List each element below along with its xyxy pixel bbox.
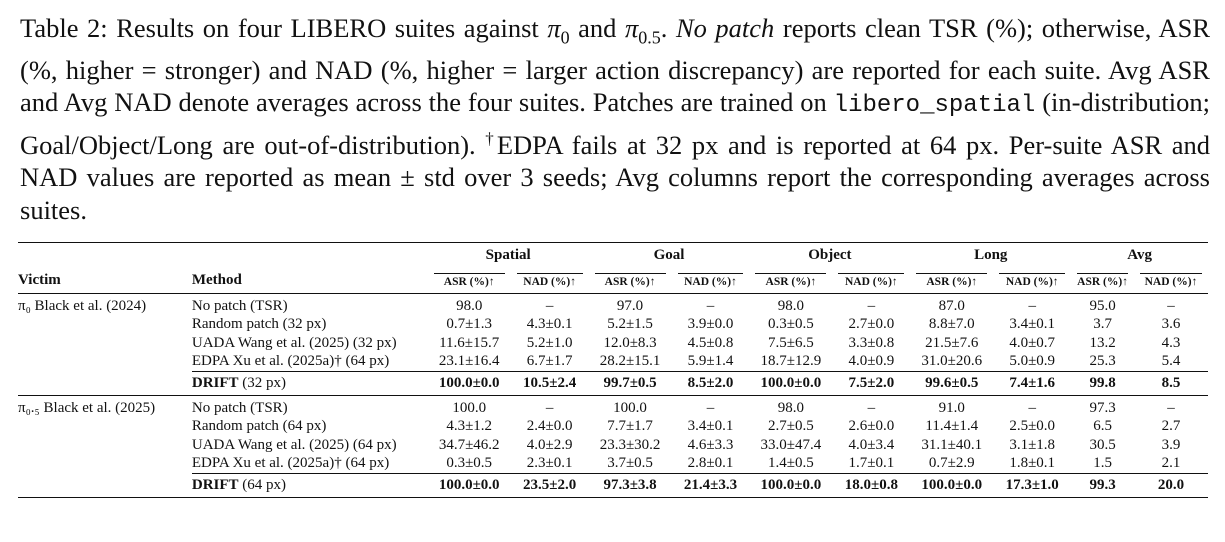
value-cell: 3.7	[1093, 316, 1112, 333]
value-cell: 0.7±1.3	[446, 316, 493, 333]
group-header-avg: Avg	[1127, 246, 1152, 263]
value-cell: 99.3	[1071, 474, 1134, 498]
value-cell: 23.5±2.0	[511, 474, 589, 498]
method-cell: EDPA Xu et al. (2025a)† (64 px)	[191, 455, 390, 472]
value-cell: 87.0	[938, 297, 965, 314]
nad-header: NAD (%)↑	[838, 273, 904, 288]
value-cell: 10.5±2.4	[511, 372, 589, 396]
method-cell: UADA Wang et al. (2025) (32 px)	[191, 334, 397, 351]
value-cell: 95.0	[1089, 297, 1116, 314]
victim-cell	[18, 436, 192, 455]
value-cell: 7.7±1.7	[607, 418, 653, 435]
value-cell: 6.7±1.7	[526, 353, 573, 370]
value-cell: 97.3±3.8	[589, 474, 672, 498]
value-cell: –	[545, 297, 554, 314]
value-cell: 3.7±0.5	[607, 455, 653, 472]
value-cell: 5.9±1.4	[687, 353, 734, 370]
value-cell: –	[1134, 396, 1208, 418]
value-cell: 13.2	[1089, 334, 1116, 351]
value-cell: 4.6±3.3	[687, 436, 734, 453]
value-cell: 1.7±0.1	[848, 455, 895, 472]
victim-header: Victim	[18, 271, 61, 288]
value-cell: 97.0	[616, 297, 644, 314]
victim-cell	[18, 455, 192, 474]
value-cell: 2.5±0.0	[1009, 418, 1056, 435]
table-row	[18, 316, 1208, 335]
header-sub-row	[18, 267, 1208, 294]
method-name: DRIFT	[191, 477, 239, 493]
value-cell: 4.0±0.9	[848, 353, 895, 370]
value-cell: 2.7	[1161, 418, 1181, 435]
group-header-object: Object	[808, 246, 852, 263]
value-cell: 2.6±0.0	[848, 418, 895, 435]
victim-cell	[18, 353, 192, 372]
method-cell	[192, 372, 428, 396]
value-cell: 91.0	[910, 396, 993, 418]
value-cell: 100.0±0.0	[749, 372, 832, 396]
method-size: (32 px)	[242, 375, 287, 391]
caption-and: and	[578, 13, 617, 43]
value-cell: 98.0	[777, 297, 805, 314]
nad-header: NAD (%)↑	[1140, 273, 1202, 288]
results-table	[18, 242, 1208, 498]
value-cell: 4.0±0.7	[1009, 334, 1056, 351]
value-cell: 8.5±2.0	[672, 372, 750, 396]
value-cell: 28.2±15.1	[599, 353, 661, 370]
caption-label: Table 2:	[20, 13, 108, 43]
value-cell: 3.3±0.8	[848, 334, 895, 351]
method-cell: Random patch (64 px)	[191, 418, 327, 435]
value-cell: –	[832, 396, 910, 418]
value-cell: 4.3±1.2	[446, 418, 493, 435]
value-cell: 11.6±15.7	[439, 334, 500, 351]
value-cell: 12.0±8.3	[603, 334, 657, 351]
value-cell: 5.4	[1161, 353, 1181, 370]
value-cell: 7.5±2.0	[832, 372, 910, 396]
value-cell: 6.5	[1093, 418, 1112, 435]
value-cell: 23.1±16.4	[438, 353, 500, 370]
value-cell: 20.0	[1134, 474, 1208, 498]
value-cell: 2.4±0.0	[526, 418, 573, 435]
victim-cell	[18, 474, 192, 498]
caption-text-3: (in-distribution; Goal/Object/Long are out-of-distribution).	[20, 87, 1211, 160]
asr-header: ASR (%)↑	[595, 273, 666, 288]
pi05-subscript: 0.5	[638, 27, 661, 48]
value-cell: 2.1	[1161, 455, 1181, 472]
value-cell: 21.5±7.6	[925, 334, 979, 351]
victim-cell	[18, 316, 192, 335]
value-cell: 100.0±0.0	[428, 372, 511, 396]
header-group-row	[18, 243, 1208, 268]
value-cell: –	[511, 396, 589, 418]
value-cell: 30.5	[1089, 436, 1116, 453]
value-cell: –	[1028, 297, 1036, 314]
value-cell: 7.4±1.6	[993, 372, 1071, 396]
value-cell: 2.8±0.1	[687, 455, 734, 472]
caption-text-1: Results on four LIBERO suites against	[116, 13, 539, 43]
value-cell: 5.2±1.5	[607, 316, 653, 333]
value-cell: 8.5	[1134, 372, 1208, 396]
value-cell: 100.0±0.0	[749, 474, 832, 498]
method-cell: EDPA Xu et al. (2025a)† (64 px)	[191, 353, 390, 370]
value-cell: 1.4±0.5	[768, 455, 814, 472]
value-cell: 21.4±3.3	[672, 474, 750, 498]
method-size: (64 px)	[242, 477, 287, 493]
value-cell: 3.6	[1161, 316, 1181, 333]
drift-row	[18, 474, 1208, 498]
value-cell: 0.3±0.5	[446, 455, 493, 472]
table-row	[18, 436, 1208, 455]
value-cell: 4.0±2.9	[526, 436, 573, 453]
value-cell: 100.0±0.0	[910, 474, 993, 498]
value-cell: 0.3±0.5	[768, 316, 814, 333]
value-cell: 5.0±0.9	[1009, 353, 1056, 370]
value-cell: 2.3±0.1	[526, 455, 573, 472]
nad-header: NAD (%)↑	[678, 273, 744, 288]
caption-dagger: †	[485, 128, 497, 148]
value-cell: 2.7±0.0	[848, 316, 895, 333]
caption-text-2: reports clean TSR (%); otherwise, ASR (%, higher = stronger) and NAD (%, higher = larger action discrepancy) are reported for each suite. Avg ASR and Avg NAD denote averages across the four suites. Patches are trained on	[20, 13, 1211, 118]
nad-header: NAD (%)↑	[517, 273, 583, 288]
value-cell: 99.8	[1071, 372, 1134, 396]
table-row	[18, 418, 1208, 437]
value-cell: 17.3±1.0	[993, 474, 1071, 498]
table-row	[18, 396, 1208, 418]
caption-text-4: EDPA fails at 32 px and is reported at 64 px. Per-suite ASR and NAD values are reported as mean ± std over 3 seeds; Avg columns report the corresponding averages across suites.	[20, 129, 1211, 225]
value-cell: 0.7±2.9	[928, 455, 975, 472]
drift-row	[18, 372, 1208, 396]
victim-cell	[18, 372, 192, 396]
victim-cell	[18, 418, 192, 437]
value-cell: –	[1167, 297, 1175, 314]
pi0-symbol: π	[547, 13, 561, 43]
value-cell: 100.0	[428, 396, 511, 418]
asr-header: ASR (%)↑	[1077, 273, 1128, 288]
value-cell: 97.3	[1071, 396, 1134, 418]
value-cell: 99.6±0.5	[910, 372, 993, 396]
asr-header: ASR (%)↑	[755, 273, 826, 288]
table-row	[18, 334, 1208, 353]
value-cell: 100.0±0.0	[428, 474, 511, 498]
group-header-long: Long	[974, 246, 1008, 263]
table-row	[18, 294, 1208, 316]
value-cell: 7.5±6.5	[768, 334, 814, 351]
pi05-symbol: π	[624, 13, 639, 43]
value-cell: –	[672, 396, 750, 418]
value-cell: 4.5±0.8	[687, 334, 734, 351]
value-cell: 3.4±0.1	[1009, 316, 1056, 333]
group-header-spatial: Spatial	[485, 246, 531, 263]
value-cell: 5.2±1.0	[526, 334, 573, 351]
method-name: DRIFT	[191, 375, 239, 391]
value-cell: 2.7±0.5	[768, 418, 814, 435]
value-cell: 98.0	[749, 396, 832, 418]
method-cell: No patch (TSR)	[192, 396, 428, 418]
nad-header: NAD (%)↑	[999, 273, 1065, 288]
group-header-goal: Goal	[653, 246, 685, 263]
value-cell: 99.7±0.5	[589, 372, 672, 396]
method-cell: No patch (TSR)	[191, 297, 288, 314]
value-cell: –	[706, 297, 715, 314]
value-cell: 100.0	[589, 396, 672, 418]
value-cell: 18.0±0.8	[832, 474, 910, 498]
caption-nopatch: No patch	[675, 13, 775, 43]
value-cell: 4.3±0.1	[526, 316, 573, 333]
value-cell: 3.4±0.1	[687, 418, 734, 435]
victim-cell: π₀.₅ Black et al. (2025)	[18, 396, 192, 418]
method-header: Method	[191, 271, 242, 288]
value-cell: 23.3±30.2	[599, 436, 661, 453]
table-row	[18, 353, 1208, 372]
caption-period: .	[660, 13, 668, 43]
value-cell: 31.0±20.6	[921, 353, 983, 370]
value-cell: 3.9±0.0	[687, 316, 734, 333]
value-cell: –	[867, 297, 876, 314]
method-cell: Random patch (32 px)	[191, 316, 327, 333]
method-cell	[192, 474, 428, 498]
victim-cell	[18, 334, 192, 353]
asr-header: ASR (%)↑	[434, 273, 505, 288]
method-cell: UADA Wang et al. (2025) (64 px)	[191, 436, 397, 453]
value-cell: 25.3	[1089, 353, 1116, 370]
victim-cell: π₀ Black et al. (2024)	[18, 297, 147, 314]
value-cell: 8.8±7.0	[928, 316, 975, 333]
value-cell: 33.0±47.4	[760, 436, 822, 453]
value-cell: 98.0	[456, 297, 483, 314]
value-cell: 18.7±12.9	[760, 353, 822, 370]
value-cell: 11.4±1.4	[925, 418, 979, 435]
value-cell: 31.1±40.1	[921, 436, 983, 453]
table-caption	[20, 12, 1210, 226]
value-cell: 4.3	[1161, 334, 1181, 351]
value-cell: 3.1±1.8	[1009, 436, 1056, 453]
value-cell: –	[993, 396, 1071, 418]
value-cell: 1.5	[1093, 455, 1112, 472]
asr-header: ASR (%)↑	[916, 273, 987, 288]
table-row	[18, 455, 1208, 474]
caption-suite-mono: libero_spatial	[833, 92, 1036, 120]
value-cell: 1.8±0.1	[1009, 455, 1056, 472]
value-cell: 3.9	[1161, 436, 1181, 453]
value-cell: 4.0±3.4	[848, 436, 895, 453]
pi0-subscript: 0	[560, 27, 570, 48]
value-cell: 34.7±46.2	[438, 436, 500, 453]
